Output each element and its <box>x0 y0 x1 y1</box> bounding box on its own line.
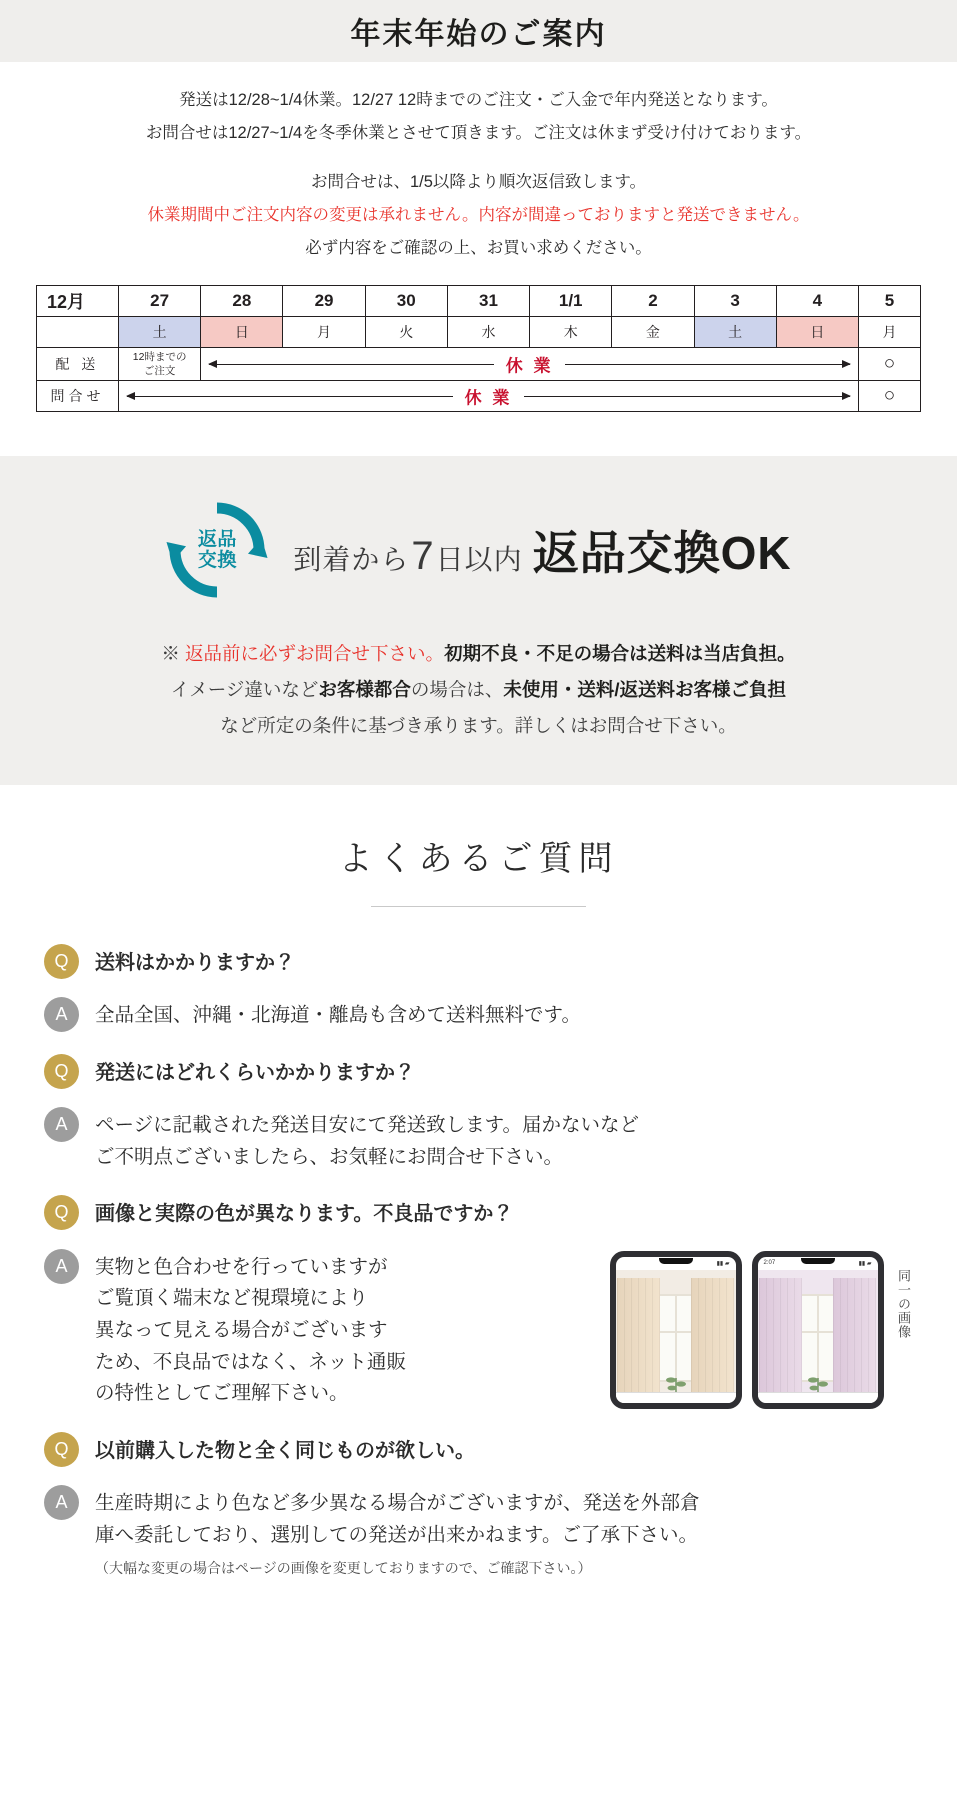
faq-item <box>44 1045 913 1183</box>
phone-toolbar <box>758 1392 878 1403</box>
answer-badge: A <box>44 997 79 1032</box>
month-label: 12月 <box>37 286 119 317</box>
phone-toolbar <box>616 1392 736 1403</box>
returns-seg-red: 返品前に必ずお問合せ下さい。 <box>185 643 445 665</box>
curtain-left <box>617 1278 660 1398</box>
returns-seg-bold: お客様都合 <box>318 679 411 701</box>
returns-headline-suffix: 日以内 <box>435 544 523 576</box>
faq-answer-line: 実物と色合わせを行っていますが <box>95 1255 388 1278</box>
faq-answer-text <box>95 1107 639 1173</box>
notice-paragraph-1 <box>0 62 957 150</box>
faq-question-row <box>44 1045 913 1098</box>
faq-answer-row <box>44 1476 913 1589</box>
page-title: 年末年始のご案内 <box>350 18 607 51</box>
faq-question-row <box>44 1423 913 1476</box>
faq-answer-line: 異なって見える場合がございます <box>95 1319 388 1342</box>
divider <box>371 906 586 907</box>
answer-badge: A <box>44 1485 79 1520</box>
returns-seg-bold: 送料は当店負担。 <box>647 643 796 665</box>
question-badge: Q <box>44 944 79 979</box>
phone-comparison-illustration <box>610 1249 914 1409</box>
returns-headline <box>293 517 791 583</box>
faq-answer-row <box>44 1098 913 1182</box>
faq-answer-line: ため、不良品ではなく、ネット通販 <box>95 1350 406 1373</box>
weekday-cell: 月 <box>859 317 921 348</box>
curtain-right <box>691 1278 734 1398</box>
faq-answer-row <box>44 1240 913 1419</box>
question-badge: Q <box>44 1054 79 1089</box>
day-cell: 1/1 <box>530 286 612 317</box>
empty-cell <box>37 317 119 348</box>
day-cell: 31 <box>447 286 529 317</box>
faq-answer-line: 庫へ委託しており、選別しての発送が出来かねます。ご了承下さい。 <box>95 1523 698 1546</box>
returns-body-line <box>0 636 957 672</box>
faq-answer-line: ページに記載された発送目安にて発送致します。届かないなど <box>95 1114 640 1137</box>
table-row-inquiry <box>37 381 921 412</box>
weekday-cell: 土 <box>119 317 201 348</box>
phone-mockup-pink <box>752 1251 884 1409</box>
question-badge: Q <box>44 1195 79 1230</box>
row-label-inquiry: 問合せ <box>37 381 119 412</box>
curtain-right <box>833 1278 876 1398</box>
shipping-open-mark: ○ <box>859 348 921 381</box>
year-end-notice-section <box>0 0 957 434</box>
inquiry-holiday-span <box>119 381 859 412</box>
faq-answer-left <box>95 1249 594 1410</box>
weekday-cell: 土 <box>694 317 776 348</box>
returns-section <box>0 456 957 784</box>
shipping-holiday-span <box>201 348 859 381</box>
weekday-cell: 木 <box>530 317 612 348</box>
faq-answer-line: の特性としてご理解下さい。 <box>95 1382 349 1405</box>
day-cell: 28 <box>201 286 283 317</box>
notice-line: お問合せは、1/5以降より順次返信致します。 <box>310 173 647 191</box>
faq-answer-line: 生産時期により色など多少異なる場合がございますが、発送を外部倉 <box>95 1492 700 1515</box>
shipping-deadline-note <box>119 348 201 381</box>
faq-answer-row <box>44 988 913 1041</box>
weekday-cell: 月 <box>283 317 365 348</box>
phone-notch <box>801 1258 835 1264</box>
inquiry-holiday-label: 休 業 <box>119 384 858 409</box>
returns-headline-main: 返品交換OK <box>532 527 792 580</box>
faq-question-text: 発送にはどれくらいかかりますか？ <box>95 1061 415 1084</box>
weekday-cell: 日 <box>776 317 858 348</box>
holiday-calendar-table <box>36 285 921 412</box>
phone-signal-icon: ▮▮ ▰ <box>858 1260 872 1267</box>
returns-seg: ※ <box>161 643 186 665</box>
returns-seg: イメージ違いなど <box>170 679 319 701</box>
faq-question-text: 画像と実際の色が異なります。不良品ですか？ <box>95 1203 514 1226</box>
returns-seg: など所定の条件に基づき承ります。詳しくはお問合せ下さい。 <box>220 715 737 737</box>
faq-answer-text <box>95 1485 700 1580</box>
faq-answer-line: ご不明点ございましたら、お気軽にお問合せ下さい。 <box>95 1145 564 1168</box>
phone-mockup-beige <box>610 1251 742 1409</box>
faq-item <box>44 1423 913 1589</box>
returns-seg-bold: 初期不良・不足の場合は <box>444 643 648 665</box>
returns-headline-prefix: 到着から <box>293 544 410 576</box>
badge-line-2: 交換 <box>197 550 237 572</box>
returns-body-line <box>0 672 957 708</box>
curtain-scene <box>616 1270 736 1403</box>
phone-time: 2:07 <box>763 1260 776 1267</box>
faq-title: よくあるご質問 <box>338 839 619 878</box>
question-badge: Q <box>44 1432 79 1467</box>
inquiry-open-mark: ○ <box>859 381 921 412</box>
notice-title-bar <box>0 0 957 62</box>
curtain-scene <box>758 1270 878 1403</box>
faq-answer-note: （大幅な変更の場合はページの画像を変更しておりますので、ご確認下さい。） <box>95 1560 592 1577</box>
weekday-cell: 火 <box>365 317 447 348</box>
phone-screen <box>758 1270 878 1403</box>
notice-line: 発送は12/28~1/4休業。12/27 12時までのご注文・ご入金で年内発送となります。 <box>179 91 778 109</box>
faq-answer-text <box>95 997 581 1032</box>
returns-body <box>0 636 957 744</box>
table-row-weekdays <box>37 317 921 348</box>
returns-seg: の場合は、 <box>410 679 504 701</box>
notice-line: 必ず内容をご確認の上、お買い求めください。 <box>305 239 652 257</box>
row-label-shipping: 配 送 <box>37 348 119 381</box>
faq-answer-text <box>95 1249 594 1410</box>
day-cell: 3 <box>694 286 776 317</box>
faq-item <box>44 935 913 1041</box>
table-row-shipping <box>37 348 921 381</box>
shipping-holiday-label: 休 業 <box>201 352 858 377</box>
weekday-cell: 金 <box>612 317 694 348</box>
returns-header <box>0 498 957 602</box>
faq-section <box>0 785 957 1619</box>
phone-signal-icon: ▮▮ ▰ <box>716 1260 730 1267</box>
day-cell: 5 <box>859 286 921 317</box>
phone-screen <box>616 1270 736 1403</box>
return-exchange-badge <box>165 498 269 602</box>
holiday-calendar <box>0 265 957 412</box>
badge-text <box>165 498 269 602</box>
returns-seg-bold: 未使用・送料/返送料お客様ご負担 <box>503 679 787 701</box>
faq-question-row <box>44 1186 913 1239</box>
notice-line-warning: 休業期間中ご注文内容の変更は承れません。内容が間違っておりますと発送できません。 <box>147 206 810 224</box>
shipping-deadline-line2: ご注文 <box>143 365 176 378</box>
weekday-cell: 水 <box>447 317 529 348</box>
faq-question-row <box>44 935 913 988</box>
returns-headline-days: 7 <box>411 534 434 579</box>
notice-line: お問合せは12/27~1/4を冬季休業とさせて頂きます。ご注文は休まず受け付けております。 <box>145 124 812 142</box>
weekday-cell: 日 <box>201 317 283 348</box>
faq-question-text: 以前購入した物と全く同じものが欲しい。 <box>95 1439 475 1462</box>
faq-answer-line: 全品全国、沖縄・北海道・離島も含めて送料無料です。 <box>95 1003 581 1026</box>
answer-badge: A <box>44 1107 79 1142</box>
notice-paragraph-2 <box>0 150 957 265</box>
day-cell: 4 <box>776 286 858 317</box>
faq-question-text: 送料はかかりますか？ <box>95 951 295 974</box>
day-cell: 30 <box>365 286 447 317</box>
returns-body-line <box>0 708 957 744</box>
day-cell: 29 <box>283 286 365 317</box>
table-row-days <box>37 286 921 317</box>
day-cell: 2 <box>612 286 694 317</box>
badge-line-1: 返品 <box>197 529 237 551</box>
shipping-deadline-line1: 12時までの <box>132 351 187 363</box>
phone-notch <box>659 1258 693 1264</box>
faq-item <box>44 1186 913 1418</box>
answer-badge: A <box>44 1249 79 1284</box>
phones-caption: 同一の画像 <box>896 1268 911 1339</box>
faq-list <box>0 917 957 1589</box>
faq-answer-line: ご覧頂く端末など視環境により <box>95 1287 369 1310</box>
curtain-left <box>759 1278 802 1398</box>
day-cell: 27 <box>119 286 201 317</box>
